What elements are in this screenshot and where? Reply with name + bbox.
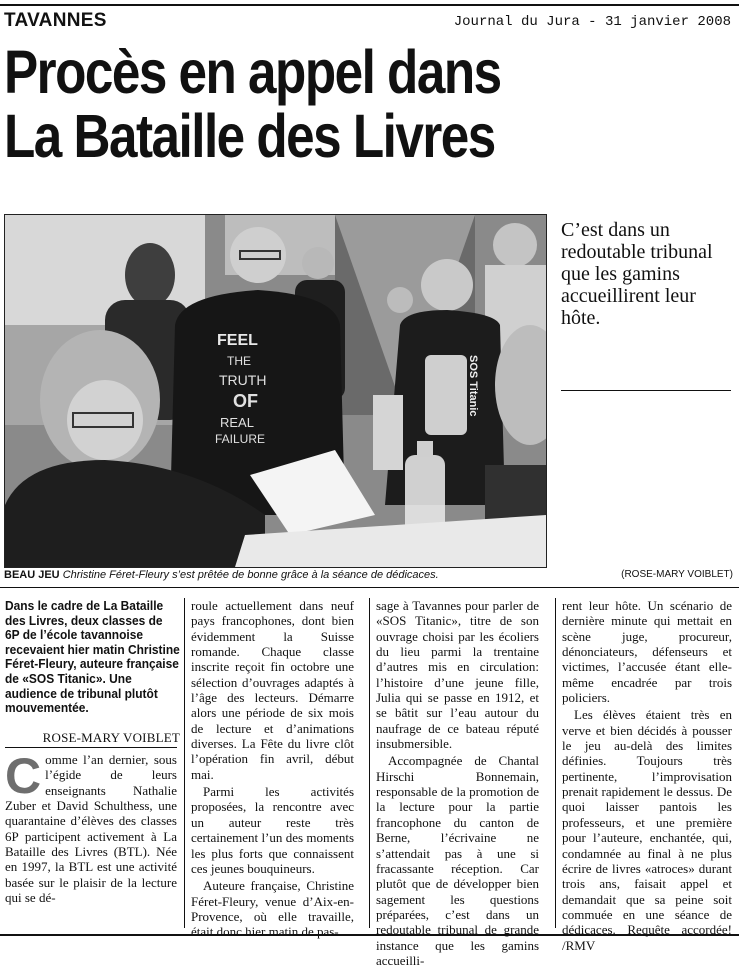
shirt-text-1: FEEL — [217, 332, 258, 349]
byline: ROSE-MARY VOIBLET — [42, 730, 180, 745]
body-col3-p2: Accompagnée de Chantal Hirschi Bonnemain, responsable de la promotion de la lecture pour la partie francophone du canton de Berne, l’écrivaine ne s’attendait pas à une si fracassante réception. Car plutôt que de développer bien sagement les questions préparées, c’est dans un redoutable tribunal de grande instance que les gamins accueilli- — [376, 753, 539, 968]
article-photo — [4, 214, 547, 568]
lead-paragraph: Dans le cadre de La Bataille des Livres, deux classes de 6P de l’école tavannoise recevaient hier matin Christine Féret-Fleury, auteure française de «SOS Titanic». Une audience de tribunal plutôt mouvementée. — [5, 598, 180, 716]
caption-rule — [0, 587, 739, 588]
body-column-4 — [562, 598, 732, 955]
pull-quote-rule — [561, 390, 731, 391]
column-rule-2 — [369, 598, 370, 928]
body-col3-p1: sage à Tavannes pour parler de «SOS Titanic», titre de son ouvrage choisi par les écoliers du lieu parmi la trentaine d’autres mis en circulation: l’histoire d’une jeune fille, Julia qui se passe en 1912, et se bâtit sur l’eau autour du naufrage de ce bateau réputé insubmersible. — [376, 598, 539, 752]
body-col1-text: omme l’an dernier, sous l’égide de leurs enseignants Nathalie Zuber et David Schulthess, une quarantaine d’élèves des classes 6P participent activement à La Bataille des Livres (BTL). Née en 1997, la BTL est une activité basée sur le plaisir de la lecture qui se dé- — [5, 752, 177, 906]
body-column-3 — [376, 598, 539, 970]
caption-label: BEAU JEU — [4, 569, 60, 581]
body-column-2 — [191, 598, 354, 942]
body-col2-p2: Parmi les activités proposées, la rencontre avec un auteur reste très certainement l’un des moments les plus forts que connaissent ces jeunes bouquineurs. — [191, 784, 354, 876]
headline-line-2: La Bataille des Livres — [4, 102, 495, 170]
body-col4-p2: Les élèves étaient très en verve et bien décidés à pousser le jeu au-delà des limites définies. Toujours très pertinente, l’improvisation prenait rapidement le dessus. De quoi laisser pantois les professeurs, et une première pour l’auteure, enchantée, qui, condamnée au final à ne plus écrire de livres «atroces» durant trois ans, faisait appel et demandait que sa peine soit commuée en une séance de dédicaces. Requête accordée! /RMV — [562, 707, 732, 953]
column-rule-1 — [184, 598, 185, 928]
shirt-text-right: SOS Titanic — [467, 355, 479, 417]
shirt-text-5: REAL — [220, 415, 254, 430]
body-column-1 — [5, 748, 177, 906]
body-col2-p1: roule actuellement dans neuf pays francophones, dont bien évidemment la Suisse romande. Chaque classe inscrite reçoit fin octobre une sélection d’ouvrages adaptés à l’âge des lecteurs. Démarre alors une période de six mois de lecture et d’animations diverses. La Fête du livre clôt l’opération fin avril, début mai. — [191, 598, 354, 782]
pull-quote: C’est dans un redoutable tribunal que les gamins accueillirent leur hôte. — [561, 219, 713, 329]
shirt-text-3: TRUTH — [219, 372, 267, 388]
section-kicker: TAVANNES — [4, 10, 107, 31]
photo-credit: (ROSE-MARY VOIBLET) — [621, 569, 733, 580]
body-col2-p3: Auteure française, Christine Féret-Fleury, venue d’Aix-en-Provence, où elle travaille, était donc hier matin de pas- — [191, 878, 354, 940]
publication-source: Journal du Jura - 31 janvier 2008 — [453, 14, 731, 30]
shirt-text-4: OF — [233, 391, 258, 411]
drop-cap: C — [5, 748, 42, 804]
caption-text: Christine Féret-Fleury s’est prêtée de bonne grâce à la séance de dédicaces. — [62, 569, 439, 581]
shirt-text-2: THE — [227, 354, 251, 368]
body-col4-p1: rent leur hôte. Un scénario de dernière minute qui mettait en scène juge, procureur, dénonciateurs, défenseurs et victimes, l’accusée étant elle-même encadrée par trois policiers. — [562, 598, 732, 706]
shirt-text-6: FAILURE — [215, 432, 266, 446]
photo-caption — [4, 569, 739, 581]
column-rule-3 — [555, 598, 556, 928]
top-rule — [0, 4, 739, 6]
headline-line-1: Procès en appel dans — [4, 38, 501, 106]
headline — [4, 40, 617, 168]
